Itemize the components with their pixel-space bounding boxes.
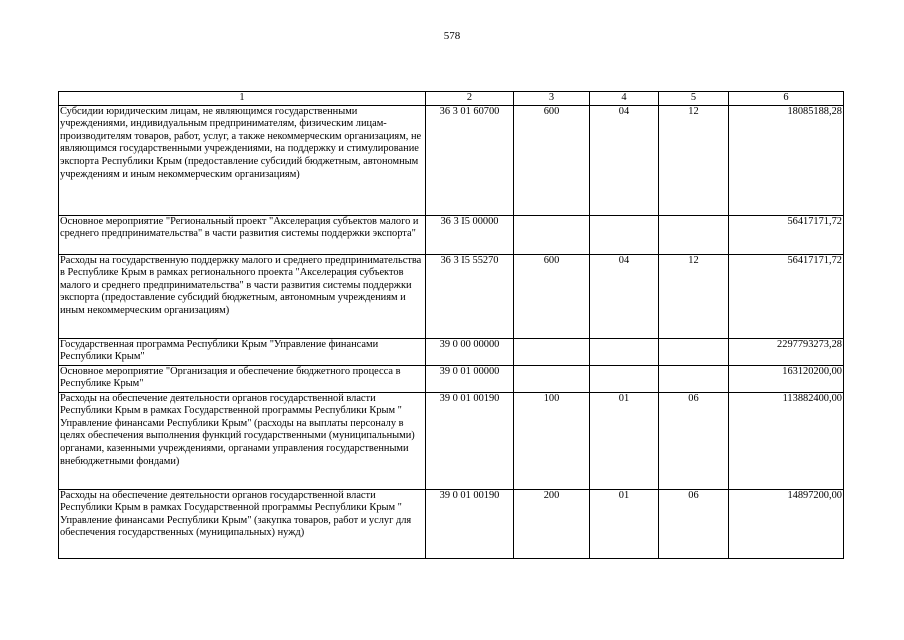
row-pr-cell bbox=[659, 338, 729, 365]
row-vr-cell: 100 bbox=[514, 392, 590, 489]
row-vr-cell bbox=[514, 215, 590, 254]
row-name-cell: Расходы на обеспечение деятельности органов государственной власти Республики Крым в рамках Государственной программы Республики Крым " Управление финансами Республики Крым" (расходы на выплаты персоналу в целях обеспечения выполнения функций государственными (муниципальными) органами, казенными учреждениями, органами управления государственными внебюджетными фондами) bbox=[59, 392, 426, 489]
table-header-row bbox=[59, 92, 844, 106]
table-row bbox=[59, 105, 844, 215]
row-pr-cell: 06 bbox=[659, 392, 729, 489]
row-code-cell: 36 3 I5 55270 bbox=[426, 254, 514, 338]
row-sum-cell: 56417171,72 bbox=[729, 254, 844, 338]
row-pr-cell bbox=[659, 215, 729, 254]
column-header: 2 bbox=[426, 92, 514, 106]
row-sum-cell: 163120200,00 bbox=[729, 365, 844, 392]
row-rz-cell bbox=[590, 338, 659, 365]
row-code-cell: 39 0 01 00190 bbox=[426, 392, 514, 489]
table-row bbox=[59, 365, 844, 392]
row-vr-cell bbox=[514, 338, 590, 365]
row-rz-cell: 04 bbox=[590, 254, 659, 338]
row-name-cell: Расходы на обеспечение деятельности органов государственной власти Республики Крым в рамках Государственной программы Республики Крым " Управление финансами Республики Крым" (закупка товаров, работ и услуг для обеспечения государственных (муниципальных) нужд) bbox=[59, 489, 426, 558]
row-sum-cell: 2297793273,28 bbox=[729, 338, 844, 365]
row-pr-cell: 06 bbox=[659, 489, 729, 558]
row-rz-cell: 04 bbox=[590, 105, 659, 215]
row-vr-cell: 600 bbox=[514, 105, 590, 215]
row-sum-cell: 18085188,28 bbox=[729, 105, 844, 215]
column-header: 1 bbox=[59, 92, 426, 106]
row-vr-cell: 200 bbox=[514, 489, 590, 558]
column-header: 4 bbox=[590, 92, 659, 106]
row-rz-cell: 01 bbox=[590, 392, 659, 489]
table-row bbox=[59, 254, 844, 338]
table-row bbox=[59, 489, 844, 558]
row-sum-cell: 113882400,00 bbox=[729, 392, 844, 489]
row-code-cell: 36 3 I5 00000 bbox=[426, 215, 514, 254]
table-row bbox=[59, 215, 844, 254]
column-header: 3 bbox=[514, 92, 590, 106]
table-row bbox=[59, 338, 844, 365]
row-pr-cell bbox=[659, 365, 729, 392]
row-code-cell: 39 0 01 00000 bbox=[426, 365, 514, 392]
row-name-cell: Государственная программа Республики Крым "Управление финансами Республики Крым" bbox=[59, 338, 426, 365]
row-code-cell: 36 3 01 60700 bbox=[426, 105, 514, 215]
row-pr-cell: 12 bbox=[659, 105, 729, 215]
row-code-cell: 39 0 01 00190 bbox=[426, 489, 514, 558]
row-name-cell: Субсидии юридическим лицам, не являющимся государственными учреждениями, индивидуальным предпринимателям, физическим лицам-производителям товаров, работ, услуг, а также некоммерческим организациям, не являющимся государственными учреждениями, на поддержку и стимулирование экспорта Республики Крым (предоставление субсидий бюджетным, автономным учреждениям и иным некоммерческим организациям) bbox=[59, 105, 426, 215]
row-sum-cell: 56417171,72 bbox=[729, 215, 844, 254]
row-rz-cell: 01 bbox=[590, 489, 659, 558]
row-rz-cell bbox=[590, 215, 659, 254]
column-header: 5 bbox=[659, 92, 729, 106]
row-name-cell: Расходы на государственную поддержку малого и среднего предпринимательства в Республике Крым в рамках регионального проекта "Акселерация субъектов малого и среднего предпринимательства" в части развития системы поддержки экспорта (предоставление субсидий бюджетным, автономным учреждениям и иным некоммерческим организациям) bbox=[59, 254, 426, 338]
row-name-cell: Основное мероприятие "Организация и обеспечение бюджетного процесса в Республике Крым" bbox=[59, 365, 426, 392]
page-number: 578 bbox=[443, 30, 461, 42]
table-row bbox=[59, 392, 844, 489]
row-sum-cell: 14897200,00 bbox=[729, 489, 844, 558]
row-code-cell: 39 0 00 00000 bbox=[426, 338, 514, 365]
row-rz-cell bbox=[590, 365, 659, 392]
budget-table bbox=[58, 91, 844, 559]
row-vr-cell bbox=[514, 365, 590, 392]
column-header: 6 bbox=[729, 92, 844, 106]
row-name-cell: Основное мероприятие "Региональный проект "Акселерация субъектов малого и среднего предпринимательства" в части развития системы поддержки экспорта" bbox=[59, 215, 426, 254]
row-pr-cell: 12 bbox=[659, 254, 729, 338]
row-vr-cell: 600 bbox=[514, 254, 590, 338]
